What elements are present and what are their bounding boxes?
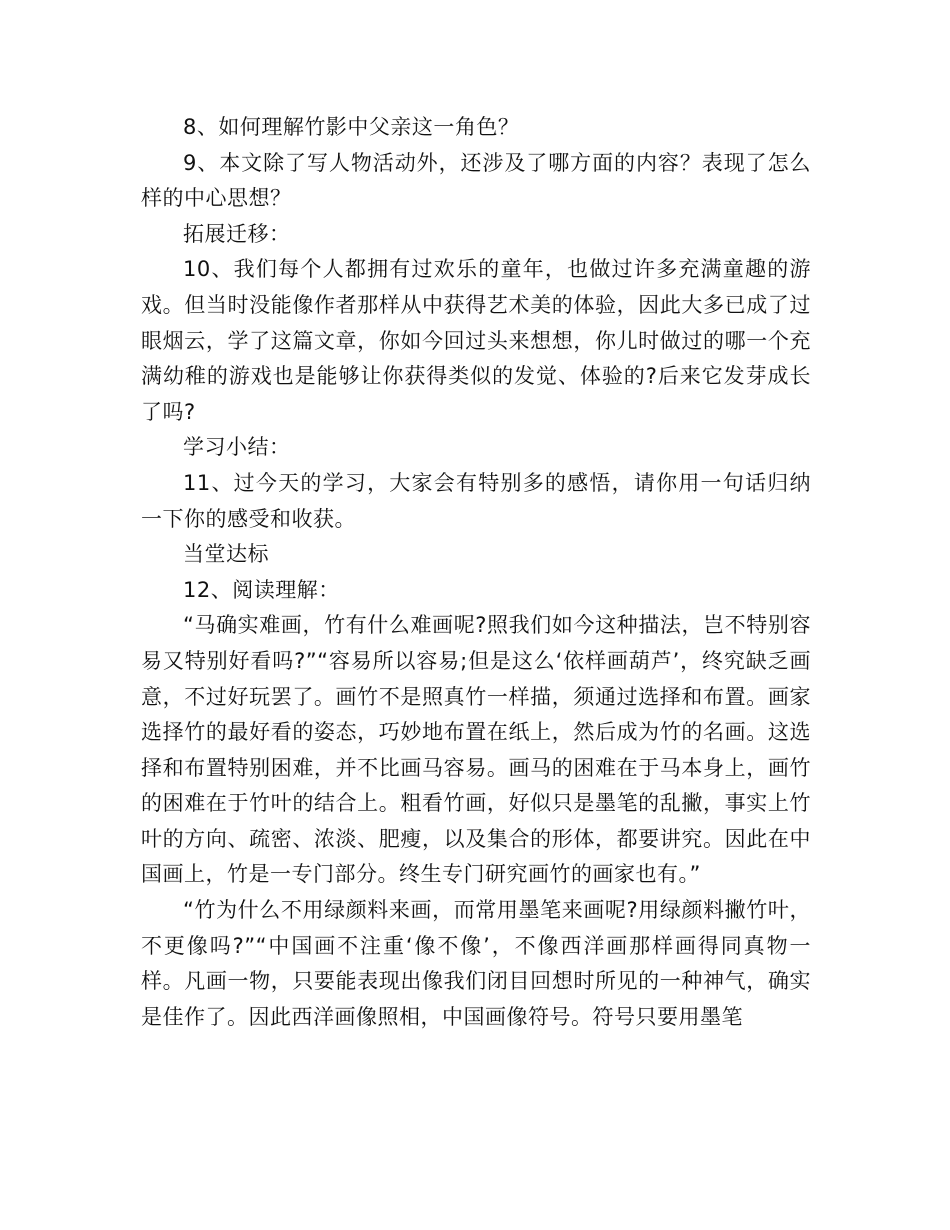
section-heading-extension: 拓展迁移： xyxy=(183,221,291,246)
section-heading-practice: 当堂达标 xyxy=(183,542,269,567)
question-11: 11、过今天的学习，大家会有特别多的感悟，请你用一句话归纳一下你的感受和收获。 xyxy=(141,470,811,531)
section-heading-summary: 学习小结： xyxy=(183,435,291,460)
document-body xyxy=(141,110,811,1035)
question-8: 8、如何理解竹影中父亲这一角色？ xyxy=(183,115,520,139)
reading-passage-paragraph-1: “马确实难画，竹有什么难画呢?照我们如今这种描法，岂不特别容易又特别好看吗?”“容易所以容易;但是这么‘依样画葫芦’，终究缺乏画意，不过好玩罢了。画竹不是照真竹一样描，须通过选择和布置。画家选择竹的最好看的姿态，巧妙地布置在纸上，然后成为竹的名画。这选择和布置特别困难，并不比画马容易。画马的困难在于马本身上，画竹的困难在于竹叶的结合上。粗看竹画，好似只是墨笔的乱撇，事实上竹叶的方向、疏密、浓淡、肥瘦，以及集合的形体，都要讲究。因此在中国画上，竹是一专门部分。终生专门研究画竹的画家也有。” xyxy=(141,613,811,887)
question-12: 12、阅读理解： xyxy=(183,577,340,602)
question-10: 10、我们每个人都拥有过欢乐的童年，也做过许多充满童趣的游戏。但当时没能像作者那样从中获得艺术美的体验，因此大多已成了过眼烟云，学了这篇文章，你如今回过头来想想，你儿时做过的哪一个充满幼稚的游戏也是能够让你获得类似的发觉、体验的?后来它发芽成长了吗? xyxy=(141,257,811,424)
reading-passage-paragraph-2: “竹为什么不用绿颜料来画，而常用墨笔来画呢?用绿颜料撇竹叶，不更像吗?”“中国画不注重‘像不像’，不像西洋画那样画得同真物一样。凡画一物，只要能表现出像我们闭目回想时所见的一种神气，确实是佳作了。因此西洋画像照相，中国画像符号。符号只要用墨笔 xyxy=(141,898,811,1029)
question-9: 9、本文除了写人物活动外，还涉及了哪方面的内容？表现了怎么样的中心思想？ xyxy=(141,150,811,211)
